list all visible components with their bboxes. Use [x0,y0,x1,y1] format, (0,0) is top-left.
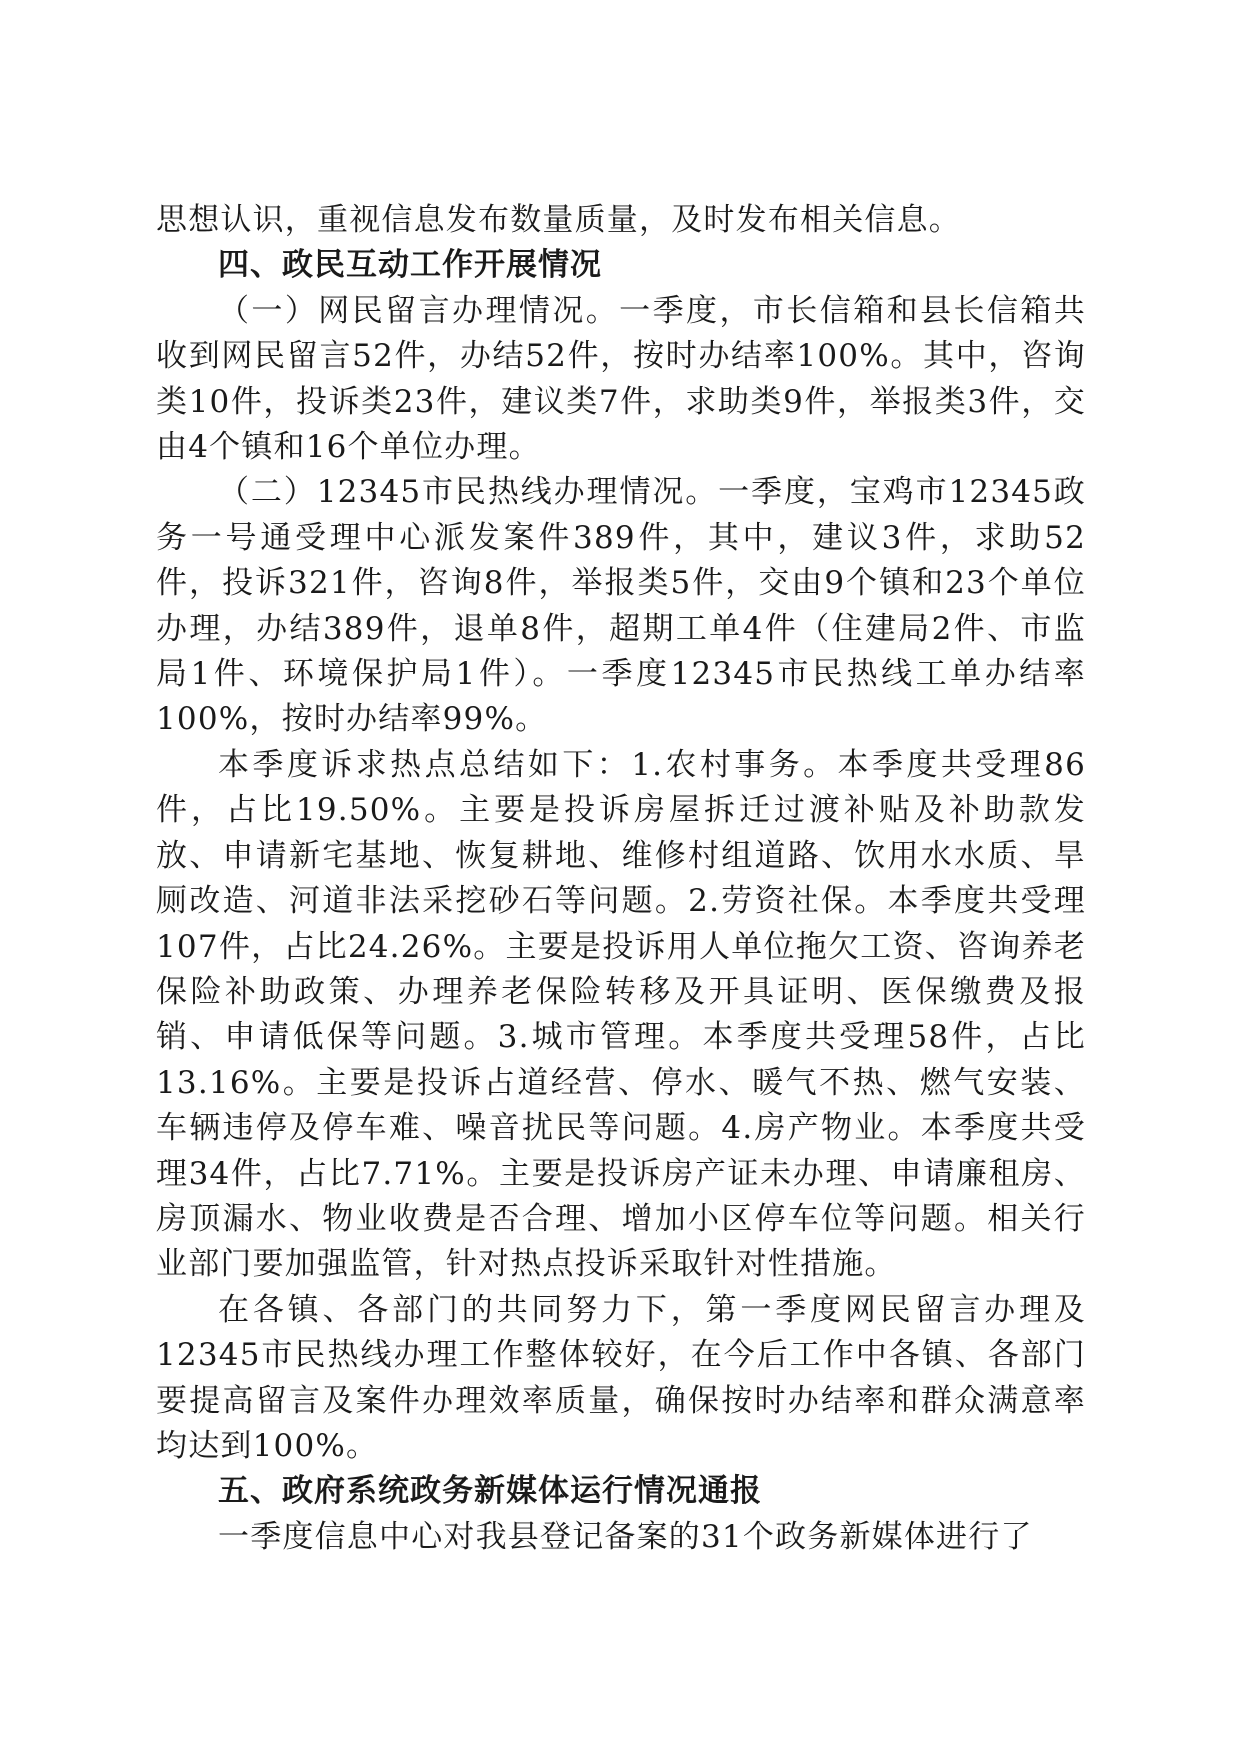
section-heading-5: 五、政府系统政务新媒体运行情况通报 [218,1473,762,1510]
section-heading-4: 四、政民互动工作开展情况 [218,247,602,284]
paragraph-hot-topics: 本季度诉求热点总结如下：1.农村事务。本季度共受理86件，占比19.50%。主要是投诉房屋拆迁过渡补贴及补助款发放、申请新宅基地、恢复耕地、维修村组道路、饮用水水质、旱厕改造、河道非法采挖砂石等问题。2.劳资社保。本季度共受理107件，占比24.26%。主要是投诉用人单位拖欠工资、咨询养老保险补助政策、办理养老保险转移及开具证明、医保缴费及报销、申请低保等问题。3.城市管理。本季度共受理58件，占比13.16%。主要是投诉占道经营、停水、暖气不热、燃气安装、车辆违停及停车难、噪音扰民等问题。4.房产物业。本季度共受理34件，占比7.71%。主要是投诉房产证未办理、申请廉租房、房顶漏水、物业收费是否合理、增加小区停车位等问题。相关行业部门要加强监管，针对热点投诉采取针对性措施。 [156,746,1086,1283]
paragraph-summary: 在各镇、各部门的共同努力下，第一季度网民留言办理及12345市民热线办理工作整体较好，在今后工作中各镇、各部门要提高留言及案件办理效率质量，确保按时办结率和群众满意率均达到100%。 [156,1291,1086,1464]
paragraph-continuation: 思想认识，重视信息发布数量质量，及时发布相关信息。 [156,202,961,238]
paragraph-new-media: 一季度信息中心对我县登记备案的31个政务新媒体进行了 [218,1518,1033,1555]
paragraph-online-messages: （一）网民留言办理情况。一季度，市长信箱和县长信箱共收到网民留言52件，办结52件，按时办结率100%。其中，咨询类10件，投诉类23件，建议类7件，求助类9件，举报类3件，交由4个镇和16个单位办理。 [156,292,1086,466]
paragraph-hotline-12345: （二）12345市民热线办理情况。一季度，宝鸡市12345政务一号通受理中心派发案件389件，其中，建议3件，求助52件，投诉321件，咨询8件，举报类5件，交由9个镇和23个单位办理，办结389件，退单8件，超期工单4件（住建局2件、市监局1件、环境保护局1件）。一季度12345市民热线工单办结率100%，按时办结率99%。 [156,474,1086,738]
document-body [156,198,1086,1560]
